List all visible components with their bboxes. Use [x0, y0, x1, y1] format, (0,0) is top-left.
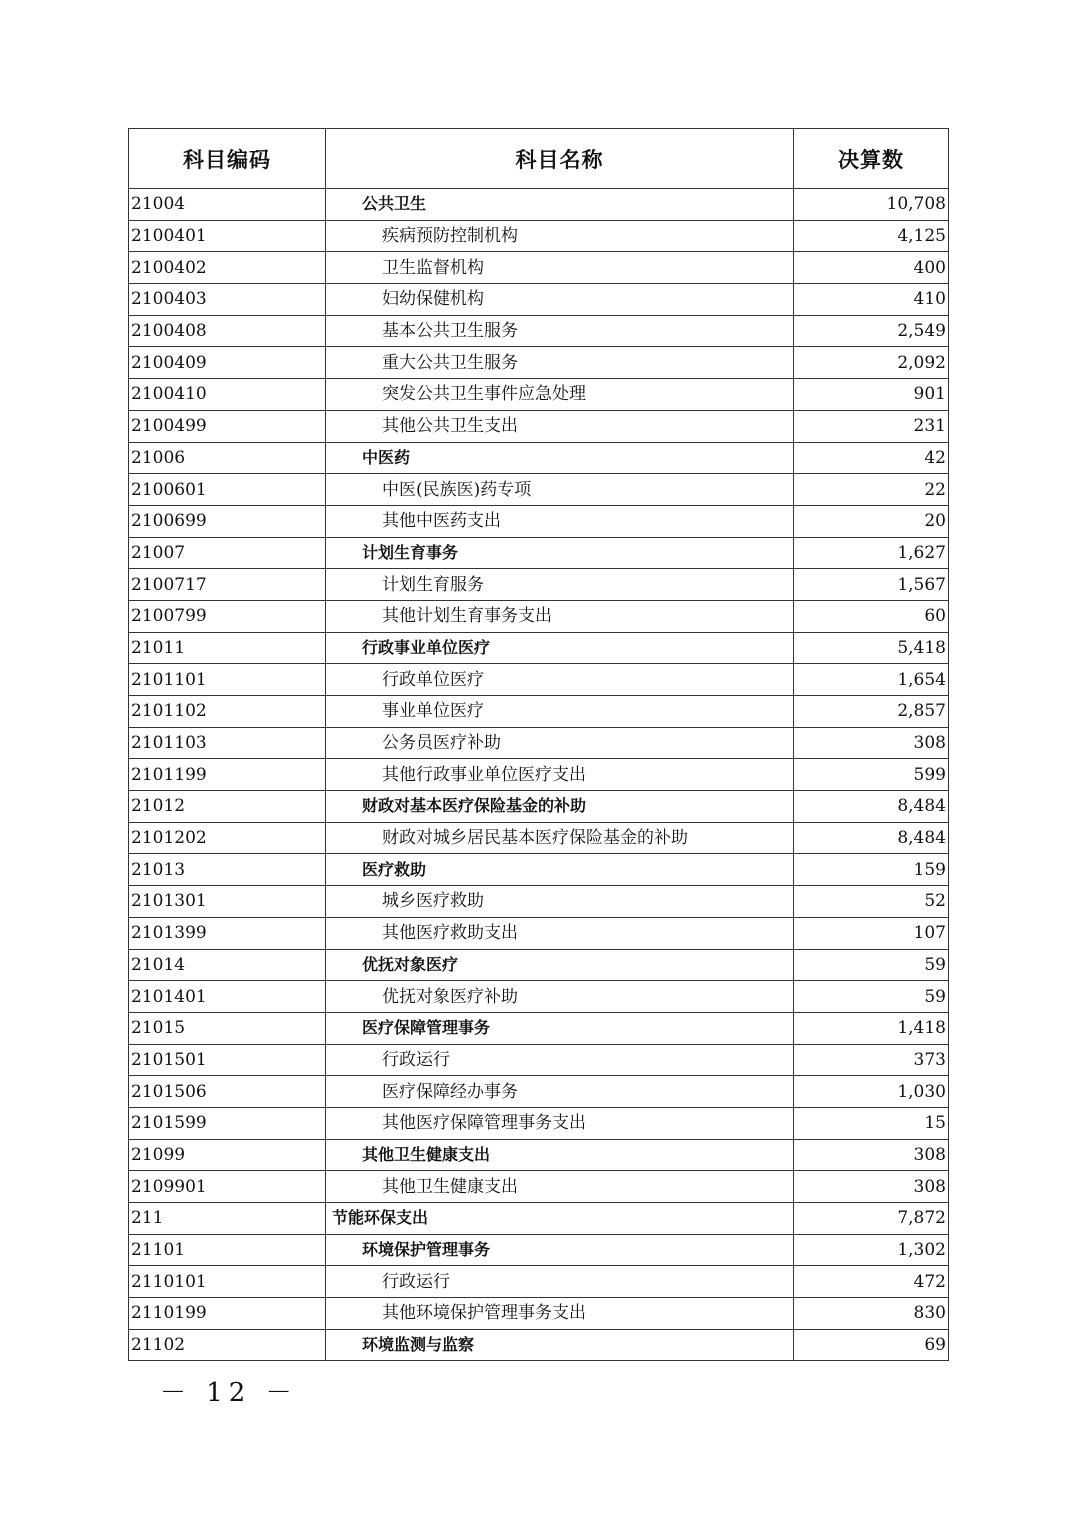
table-row — [129, 1203, 949, 1235]
row-code: 2110199 — [129, 1298, 326, 1330]
row-amount: 1,627 — [794, 537, 949, 569]
row-name: 公务员医疗补助 — [326, 727, 794, 759]
row-name: 其他公共卫生支出 — [326, 410, 794, 442]
header-amount: 决算数 — [794, 129, 949, 189]
row-code: 2100408 — [129, 315, 326, 347]
row-name: 其他医疗保障管理事务支出 — [326, 1107, 794, 1139]
row-name: 基本公共卫生服务 — [326, 315, 794, 347]
row-code: 2101506 — [129, 1076, 326, 1108]
table-row — [129, 1139, 949, 1171]
table-row — [129, 410, 949, 442]
row-code: 2100699 — [129, 505, 326, 537]
row-code: 21007 — [129, 537, 326, 569]
row-amount: 1,567 — [794, 569, 949, 601]
row-amount: 1,418 — [794, 1012, 949, 1044]
row-name: 行政单位医疗 — [326, 664, 794, 696]
row-code: 21006 — [129, 442, 326, 474]
row-name: 卫生监督机构 — [326, 252, 794, 284]
row-amount: 410 — [794, 284, 949, 316]
row-amount: 1,302 — [794, 1234, 949, 1266]
row-name: 计划生育服务 — [326, 569, 794, 601]
table-row — [129, 379, 949, 411]
row-name: 医疗救助 — [326, 854, 794, 886]
table-row — [129, 854, 949, 886]
row-amount: 107 — [794, 917, 949, 949]
row-code: 21011 — [129, 632, 326, 664]
row-name: 环境保护管理事务 — [326, 1234, 794, 1266]
row-code: 2100410 — [129, 379, 326, 411]
row-name: 财政对城乡居民基本医疗保险基金的补助 — [326, 822, 794, 854]
row-name: 其他环境保护管理事务支出 — [326, 1298, 794, 1330]
row-code: 21014 — [129, 949, 326, 981]
row-name: 疾病预防控制机构 — [326, 220, 794, 252]
table-row — [129, 569, 949, 601]
row-code: 2100499 — [129, 410, 326, 442]
row-amount: 308 — [794, 1139, 949, 1171]
row-name: 环境监测与监察 — [326, 1329, 794, 1361]
row-amount: 8,484 — [794, 791, 949, 823]
row-code: 2101102 — [129, 696, 326, 728]
row-amount: 8,484 — [794, 822, 949, 854]
row-code: 2101501 — [129, 1044, 326, 1076]
table-row — [129, 315, 949, 347]
row-code: 211 — [129, 1203, 326, 1235]
row-amount: 59 — [794, 949, 949, 981]
row-name: 节能环保支出 — [326, 1203, 794, 1235]
row-amount: 7,872 — [794, 1203, 949, 1235]
row-name: 计划生育事务 — [326, 537, 794, 569]
row-amount: 901 — [794, 379, 949, 411]
row-name: 公共卫生 — [326, 189, 794, 221]
row-name: 医疗保障经办事务 — [326, 1076, 794, 1108]
row-code: 2101599 — [129, 1107, 326, 1139]
table-row — [129, 505, 949, 537]
row-name: 重大公共卫生服务 — [326, 347, 794, 379]
table-row — [129, 791, 949, 823]
header-code: 科目编码 — [129, 129, 326, 189]
row-name: 其他卫生健康支出 — [326, 1139, 794, 1171]
header-row — [129, 129, 949, 189]
table-row — [129, 1171, 949, 1203]
row-code: 2100401 — [129, 220, 326, 252]
row-amount: 400 — [794, 252, 949, 284]
row-amount: 373 — [794, 1044, 949, 1076]
table-row — [129, 220, 949, 252]
table-row — [129, 474, 949, 506]
table-row — [129, 822, 949, 854]
table-row — [129, 632, 949, 664]
row-amount: 59 — [794, 981, 949, 1013]
row-code: 21013 — [129, 854, 326, 886]
row-amount: 308 — [794, 727, 949, 759]
row-code: 2100402 — [129, 252, 326, 284]
row-name: 其他行政事业单位医疗支出 — [326, 759, 794, 791]
table-row — [129, 1076, 949, 1108]
row-code: 21015 — [129, 1012, 326, 1044]
row-code: 21101 — [129, 1234, 326, 1266]
row-amount: 5,418 — [794, 632, 949, 664]
budget-table — [128, 128, 949, 1361]
row-name: 优抚对象医疗 — [326, 949, 794, 981]
table-row — [129, 759, 949, 791]
row-amount: 599 — [794, 759, 949, 791]
table-row — [129, 664, 949, 696]
row-code: 2100601 — [129, 474, 326, 506]
row-code: 2101101 — [129, 664, 326, 696]
table-row — [129, 537, 949, 569]
table-row — [129, 1234, 949, 1266]
row-amount: 52 — [794, 886, 949, 918]
table-row — [129, 1298, 949, 1330]
row-code: 21102 — [129, 1329, 326, 1361]
row-name: 行政运行 — [326, 1266, 794, 1298]
table-row — [129, 284, 949, 316]
row-code: 2101199 — [129, 759, 326, 791]
header-name: 科目名称 — [326, 129, 794, 189]
row-name: 事业单位医疗 — [326, 696, 794, 728]
row-name: 城乡医疗救助 — [326, 886, 794, 918]
row-amount: 10,708 — [794, 189, 949, 221]
row-name: 其他计划生育事务支出 — [326, 600, 794, 632]
row-code: 21012 — [129, 791, 326, 823]
row-code: 2100403 — [129, 284, 326, 316]
row-amount: 2,549 — [794, 315, 949, 347]
row-code: 2101399 — [129, 917, 326, 949]
row-name: 中医(民族医)药专项 — [326, 474, 794, 506]
row-name: 妇幼保健机构 — [326, 284, 794, 316]
row-amount: 69 — [794, 1329, 949, 1361]
row-code: 2100799 — [129, 600, 326, 632]
table-row — [129, 696, 949, 728]
row-amount: 15 — [794, 1107, 949, 1139]
table-row — [129, 1266, 949, 1298]
table-row — [129, 1329, 949, 1361]
row-amount: 2,857 — [794, 696, 949, 728]
row-amount: 1,030 — [794, 1076, 949, 1108]
row-amount: 472 — [794, 1266, 949, 1298]
table-row — [129, 981, 949, 1013]
table-header — [129, 129, 949, 189]
row-name: 行政事业单位医疗 — [326, 632, 794, 664]
page-number: － 12 － — [160, 1378, 298, 1408]
row-name: 中医药 — [326, 442, 794, 474]
row-name: 突发公共卫生事件应急处理 — [326, 379, 794, 411]
row-amount: 42 — [794, 442, 949, 474]
table-body — [129, 189, 949, 1361]
row-code: 2101103 — [129, 727, 326, 759]
row-amount: 60 — [794, 600, 949, 632]
row-amount: 231 — [794, 410, 949, 442]
row-code: 2101202 — [129, 822, 326, 854]
row-code: 2110101 — [129, 1266, 326, 1298]
row-amount: 2,092 — [794, 347, 949, 379]
row-name: 其他卫生健康支出 — [326, 1171, 794, 1203]
row-name: 医疗保障管理事务 — [326, 1012, 794, 1044]
row-code: 2109901 — [129, 1171, 326, 1203]
table-row — [129, 727, 949, 759]
row-code: 2101301 — [129, 886, 326, 918]
table-row — [129, 917, 949, 949]
row-name: 其他医疗救助支出 — [326, 917, 794, 949]
row-amount: 4,125 — [794, 220, 949, 252]
table-row — [129, 442, 949, 474]
row-name: 优抚对象医疗补助 — [326, 981, 794, 1013]
table-row — [129, 1044, 949, 1076]
table-row — [129, 600, 949, 632]
row-amount: 22 — [794, 474, 949, 506]
row-code: 2100717 — [129, 569, 326, 601]
row-name: 财政对基本医疗保险基金的补助 — [326, 791, 794, 823]
row-name: 其他中医药支出 — [326, 505, 794, 537]
table-row — [129, 189, 949, 221]
row-code: 2100409 — [129, 347, 326, 379]
table-row — [129, 949, 949, 981]
table-row — [129, 1012, 949, 1044]
table-row — [129, 1107, 949, 1139]
row-amount: 1,654 — [794, 664, 949, 696]
row-code: 21004 — [129, 189, 326, 221]
row-code: 2101401 — [129, 981, 326, 1013]
row-name: 行政运行 — [326, 1044, 794, 1076]
table-row — [129, 252, 949, 284]
row-amount: 830 — [794, 1298, 949, 1330]
row-code: 21099 — [129, 1139, 326, 1171]
row-amount: 20 — [794, 505, 949, 537]
table-row — [129, 886, 949, 918]
table-row — [129, 347, 949, 379]
row-amount: 159 — [794, 854, 949, 886]
row-amount: 308 — [794, 1171, 949, 1203]
